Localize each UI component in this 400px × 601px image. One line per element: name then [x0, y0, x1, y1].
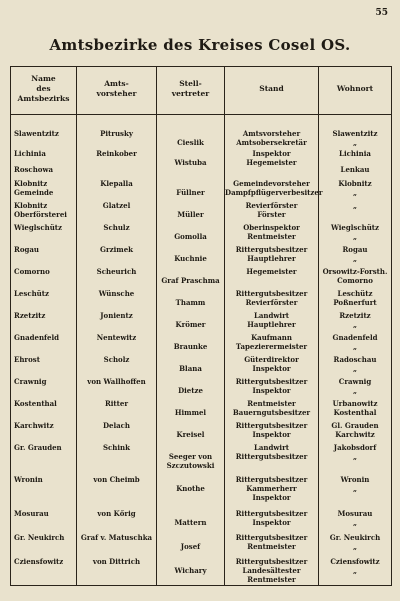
cell-amtsvorsteher: Glatzel [102, 201, 131, 210]
page-title: Amtsbezirke des Kreises Cosel OS. [49, 36, 351, 54]
cell-amtsvorsteher: Delach [102, 421, 131, 430]
cell-stand: Rittergutsbesitzer Kammerherr Inspektor [235, 475, 308, 502]
cell-stand: Gemeindevorsteher Dampfpflügerverbesitzer [225, 179, 323, 197]
cell-wohnort: Crawnig „ [338, 377, 372, 395]
cell-amtsvorsteher: Schulz [103, 223, 130, 232]
cell-name: Kostenthal [14, 399, 57, 408]
cell-stand: Amtsvorsteher Amtsobersekretär [236, 129, 307, 147]
cell-stand: Hegemeister [246, 267, 297, 276]
cell-amtsvorsteher: Nentewitz [96, 333, 137, 342]
cell-wohnort: Mosurau „ [337, 509, 373, 527]
cell-stellvertreter: Graf Praschma [161, 276, 220, 285]
cell-wohnort: Lichinia [339, 149, 371, 158]
cell-name: Rogau [14, 245, 40, 254]
cell-stellvertreter: Dietze [178, 386, 203, 395]
cell-name: Comorno [14, 267, 50, 276]
cell-name: Ehrost [14, 355, 40, 364]
cell-amtsvorsteher: Grzimek [99, 245, 133, 254]
cell-wohnort: Radoschau „ [333, 355, 377, 373]
page-number: 55 [375, 8, 388, 18]
cell-amtsvorsteher: Jonientz [100, 311, 133, 320]
cell-stellvertreter: Wichary [174, 566, 207, 575]
cell-stellvertreter: Mattern [174, 518, 207, 527]
header-stand: Stand [259, 84, 284, 93]
cell-stand: Revierförster Förster [245, 201, 298, 219]
cell-name: Rzetzitz [14, 311, 46, 320]
cell-stellvertreter: Füllner [176, 188, 205, 197]
cell-wohnort: Gl. Grauden Karchwitz [331, 421, 379, 439]
cell-stand: Rittergutsbesitzer Rentmeister [235, 533, 308, 551]
cell-amtsvorsteher: Reinkober [96, 149, 137, 158]
cell-stellvertreter: Knothe [176, 484, 205, 493]
cell-stand: Landwirt Hauptlehrer [247, 311, 296, 329]
cell-stand: Kaufmann Tapezierermeister [235, 333, 308, 351]
header-stellvertreter: Stell- vertreter [171, 79, 210, 98]
cell-name: Mosurau [14, 509, 49, 518]
cell-name: Wronin [14, 475, 43, 484]
cell-stellvertreter: Kreisel [176, 430, 205, 439]
cell-amtsvorsteher: Scholz [103, 355, 130, 364]
cell-name: Gr. Grauden [14, 443, 62, 452]
cell-name: Wieglschütz [14, 223, 62, 232]
cell-wohnort: „ [352, 201, 358, 210]
header-wohnort: Wohnort [336, 84, 374, 93]
cell-wohnort: Slawentzitz „ [332, 129, 378, 147]
header-amtsvorsteher: Amts- vorsteher [96, 79, 137, 98]
cell-amtsvorsteher: von Dittrich [92, 557, 141, 566]
cell-wohnort: Wieglschütz „ [331, 223, 379, 241]
cell-stand: Rittergutsbesitzer Inspektor [235, 421, 308, 439]
column-divider [76, 67, 77, 585]
cell-stellvertreter: Seeger von Szczutowski [166, 452, 215, 470]
cell-name: Lichinia [14, 149, 46, 158]
cell-amtsvorsteher: Pitrusky [100, 129, 133, 138]
cell-stand: Rittergutsbesitzer Inspektor [235, 377, 308, 395]
cell-stellvertreter: Gomolla [174, 232, 207, 241]
cell-amtsvorsteher: Klepalla [100, 179, 133, 188]
cell-stellvertreter: Cieslik [177, 138, 204, 147]
cell-amtsvorsteher: Graf v. Matuschka [80, 533, 153, 542]
cell-name: Leschütz [14, 289, 49, 298]
cell-amtsvorsteher: Schink [102, 443, 130, 452]
cell-name: Roschowa [14, 165, 54, 174]
cell-name: Cziensfowitz [14, 557, 64, 566]
cell-stand: Rentmeister Bauerngutsbesitzer [232, 399, 311, 417]
cell-stellvertreter: Müller [177, 210, 204, 219]
cell-amtsvorsteher: Ritter [104, 399, 129, 408]
cell-wohnort: Rzetzitz „ [339, 311, 371, 329]
cell-name: Klobnitz Gemeinde [14, 179, 54, 197]
cell-stellvertreter: Krömer [175, 320, 206, 329]
cell-stand: Rittergutsbesitzer Landesältester Rentmeister [235, 557, 308, 584]
cell-wohnort: Gnadenfeld „ [332, 333, 378, 351]
cell-wohnort: Leschütz Poßnerfurt [333, 289, 377, 307]
cell-wohnort: Wronin „ [340, 475, 370, 493]
cell-name: Karchwitz [14, 421, 54, 430]
cell-amtsvorsteher: Wünsche [98, 289, 135, 298]
cell-stand: Inspektor Hegemeister [246, 149, 297, 167]
cell-name: Gnadenfeld [14, 333, 60, 342]
cell-stand: Güterdirektor Inspektor [244, 355, 299, 373]
cell-stand: Rittergutsbesitzer Inspektor [235, 509, 308, 527]
amtsbezirke-table [10, 66, 392, 586]
cell-stand: Landwirt Rittergutsbesitzer [235, 443, 308, 461]
cell-stellvertreter: Josef [180, 542, 201, 551]
cell-amtsvorsteher: Scheurich [96, 267, 137, 276]
cell-stand: Rittergutsbesitzer Hauptlehrer [235, 245, 308, 263]
cell-wohnort: Gr. Neukirch „ [329, 533, 381, 551]
cell-stellvertreter: Blana [179, 364, 202, 373]
cell-name: Crawnig [14, 377, 47, 386]
cell-stand: Rittergutsbesitzer Revierförster [235, 289, 308, 307]
header-name: Name des Amtsbezirks [17, 74, 70, 103]
cell-stellvertreter: Thamm [175, 298, 206, 307]
cell-name: Slawentzitz [14, 129, 59, 138]
cell-amtsvorsteher: von Kőrig [97, 509, 136, 518]
cell-wohnort: Rogau „ [342, 245, 368, 263]
cell-stellvertreter: Wistuba [174, 158, 207, 167]
cell-amtsvorsteher: von Wallhoffen [87, 377, 146, 386]
cell-stellvertreter: Braunke [173, 342, 208, 351]
cell-stand: Oberinspektor Rentmeister [243, 223, 300, 241]
cell-amtsvorsteher: von Cheimb [93, 475, 140, 484]
cell-wohnort: Cziensfowitz „ [330, 557, 380, 575]
cell-wohnort: Jakobsdorf „ [333, 443, 377, 461]
cell-wohnort: Urbanowitz Kostenthal [332, 399, 378, 417]
cell-stellvertreter: Himmel [174, 408, 207, 417]
cell-wohnort: Klobnitz „ [338, 179, 372, 197]
cell-stellvertreter: Kuchnie [174, 254, 207, 263]
header-divider [11, 114, 391, 115]
cell-wohnort: Orsowitz-Forsth. Comorno [322, 267, 388, 285]
cell-name: Klobnitz Oberförsterei [14, 201, 67, 219]
cell-wohnort: Lenkau [340, 165, 370, 174]
cell-name: Gr. Neukirch [14, 533, 65, 542]
